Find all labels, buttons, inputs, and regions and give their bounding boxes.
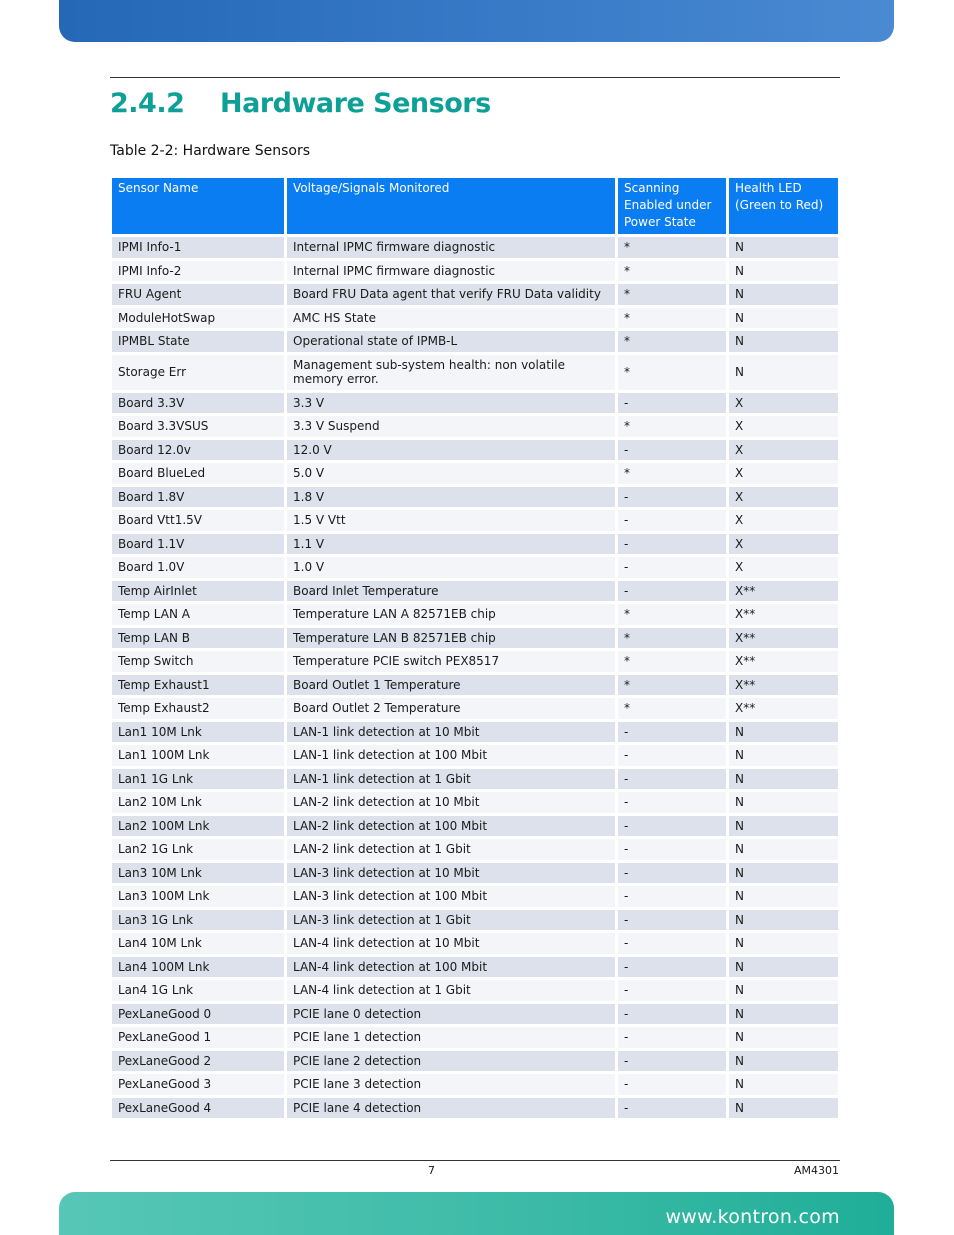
table-header-row: [112, 178, 838, 234]
scanning-cell: *: [618, 675, 726, 696]
footer-divider: [110, 1160, 840, 1161]
signal-cell: 1.0 V: [287, 557, 615, 578]
table-caption: Table 2-2: Hardware Sensors: [110, 143, 311, 159]
sensor-name-cell: Temp AirInlet: [112, 581, 284, 602]
sensor-name-cell: Temp LAN B: [112, 628, 284, 649]
sensor-name-cell: Temp Exhaust1: [112, 675, 284, 696]
signal-cell: LAN-4 link detection at 10 Mbit: [287, 933, 615, 954]
table-row: [112, 284, 838, 305]
sensor-name-cell: ModuleHotSwap: [112, 308, 284, 329]
health-led-cell: N: [729, 792, 838, 813]
scanning-cell: *: [618, 308, 726, 329]
signal-cell: LAN-1 link detection at 100 Mbit: [287, 745, 615, 766]
sensor-name-cell: Lan4 100M Lnk: [112, 957, 284, 978]
sensor-name-cell: FRU Agent: [112, 284, 284, 305]
scanning-cell: -: [618, 1004, 726, 1025]
signal-cell: LAN-2 link detection at 100 Mbit: [287, 816, 615, 837]
scanning-cell: *: [618, 284, 726, 305]
sensor-name-cell: Lan3 10M Lnk: [112, 863, 284, 884]
document-id: AM4301: [793, 1164, 839, 1177]
scanning-cell: -: [618, 933, 726, 954]
health-led-cell: X: [729, 534, 838, 555]
health-led-cell: N: [729, 839, 838, 860]
health-led-cell: X**: [729, 604, 838, 625]
signal-cell: LAN-2 link detection at 1 Gbit: [287, 839, 615, 860]
table-row: [112, 463, 838, 484]
table-row: [112, 581, 838, 602]
page-number: 7: [428, 1164, 435, 1177]
scanning-cell: -: [618, 1098, 726, 1119]
sensor-name-cell: PexLaneGood 4: [112, 1098, 284, 1119]
scanning-cell: -: [618, 886, 726, 907]
health-led-cell: N: [729, 1027, 838, 1048]
health-led-cell: X: [729, 463, 838, 484]
sensor-name-cell: Lan4 10M Lnk: [112, 933, 284, 954]
scanning-cell: *: [618, 604, 726, 625]
table-row: [112, 487, 838, 508]
sensor-name-cell: Lan1 10M Lnk: [112, 722, 284, 743]
scanning-cell: *: [618, 698, 726, 719]
scanning-cell: -: [618, 910, 726, 931]
scanning-cell: *: [618, 416, 726, 437]
table-row: [112, 331, 838, 352]
sensor-name-cell: Lan2 10M Lnk: [112, 792, 284, 813]
health-led-cell: N: [729, 886, 838, 907]
signal-cell: 3.3 V Suspend: [287, 416, 615, 437]
sensor-name-cell: Temp Exhaust2: [112, 698, 284, 719]
sensor-name-cell: Board Vtt1.5V: [112, 510, 284, 531]
header-band: [59, 0, 894, 42]
scanning-cell: -: [618, 722, 726, 743]
signal-cell: PCIE lane 4 detection: [287, 1098, 615, 1119]
table-row: [112, 237, 838, 258]
signal-cell: Management sub-system health: non volatile memory error.: [287, 355, 615, 390]
health-led-cell: X: [729, 393, 838, 414]
sensor-name-cell: Lan3 1G Lnk: [112, 910, 284, 931]
sensor-name-cell: Lan4 1G Lnk: [112, 980, 284, 1001]
table-row: [112, 604, 838, 625]
signal-cell: Board Outlet 1 Temperature: [287, 675, 615, 696]
table-row: [112, 698, 838, 719]
health-led-cell: N: [729, 910, 838, 931]
health-led-cell: N: [729, 1074, 838, 1095]
health-led-cell: N: [729, 1004, 838, 1025]
scanning-cell: *: [618, 651, 726, 672]
signal-cell: AMC HS State: [287, 308, 615, 329]
signal-cell: 5.0 V: [287, 463, 615, 484]
scanning-cell: *: [618, 237, 726, 258]
table-row: [112, 1004, 838, 1025]
scanning-cell: *: [618, 463, 726, 484]
health-led-cell: X**: [729, 675, 838, 696]
column-header: Sensor Name: [112, 178, 284, 234]
sensor-name-cell: Storage Err: [112, 355, 284, 390]
health-led-cell: N: [729, 261, 838, 282]
signal-cell: LAN-1 link detection at 10 Mbit: [287, 722, 615, 743]
signal-cell: LAN-4 link detection at 100 Mbit: [287, 957, 615, 978]
health-led-cell: N: [729, 933, 838, 954]
column-header: Scanning Enabled under Power State: [618, 178, 726, 234]
table-row: [112, 863, 838, 884]
health-led-cell: N: [729, 331, 838, 352]
table-row: [112, 910, 838, 931]
scanning-cell: -: [618, 1051, 726, 1072]
scanning-cell: -: [618, 957, 726, 978]
scanning-cell: -: [618, 534, 726, 555]
sensor-name-cell: Board 3.3V: [112, 393, 284, 414]
signal-cell: 12.0 V: [287, 440, 615, 461]
website-link[interactable]: www.kontron.com: [665, 1206, 840, 1228]
signal-cell: PCIE lane 1 detection: [287, 1027, 615, 1048]
table-row: [112, 440, 838, 461]
scanning-cell: *: [618, 355, 726, 390]
footer-band: [59, 1192, 894, 1235]
table-row: [112, 628, 838, 649]
health-led-cell: N: [729, 769, 838, 790]
scanning-cell: *: [618, 261, 726, 282]
health-led-cell: X**: [729, 581, 838, 602]
signal-cell: PCIE lane 0 detection: [287, 1004, 615, 1025]
table-row: [112, 745, 838, 766]
table-row: [112, 933, 838, 954]
sensor-name-cell: PexLaneGood 0: [112, 1004, 284, 1025]
scanning-cell: *: [618, 628, 726, 649]
table-row: [112, 557, 838, 578]
hardware-sensors-table: [109, 175, 841, 1121]
sensor-name-cell: Lan1 1G Lnk: [112, 769, 284, 790]
scanning-cell: -: [618, 510, 726, 531]
health-led-cell: X: [729, 510, 838, 531]
table-row: [112, 839, 838, 860]
scanning-cell: -: [618, 839, 726, 860]
scanning-cell: -: [618, 863, 726, 884]
scanning-cell: -: [618, 745, 726, 766]
health-led-cell: N: [729, 308, 838, 329]
scanning-cell: -: [618, 581, 726, 602]
health-led-cell: N: [729, 722, 838, 743]
signal-cell: Internal IPMC firmware diagnostic: [287, 261, 615, 282]
signal-cell: 3.3 V: [287, 393, 615, 414]
signal-cell: Temperature LAN A 82571EB chip: [287, 604, 615, 625]
health-led-cell: N: [729, 1051, 838, 1072]
scanning-cell: -: [618, 557, 726, 578]
signal-cell: LAN-3 link detection at 10 Mbit: [287, 863, 615, 884]
signal-cell: 1.1 V: [287, 534, 615, 555]
health-led-cell: N: [729, 863, 838, 884]
signal-cell: Board FRU Data agent that verify FRU Data validity: [287, 284, 615, 305]
sensor-name-cell: Board 1.0V: [112, 557, 284, 578]
column-header: Voltage/Signals Monitored: [287, 178, 615, 234]
table-row: [112, 1027, 838, 1048]
health-led-cell: N: [729, 816, 838, 837]
table-row: [112, 534, 838, 555]
health-led-cell: N: [729, 1098, 838, 1119]
table-row: [112, 675, 838, 696]
table-body: [112, 237, 838, 1118]
scanning-cell: -: [618, 1074, 726, 1095]
health-led-cell: X: [729, 416, 838, 437]
sensor-name-cell: Board 12.0v: [112, 440, 284, 461]
signal-cell: LAN-4 link detection at 1 Gbit: [287, 980, 615, 1001]
signal-cell: PCIE lane 2 detection: [287, 1051, 615, 1072]
scanning-cell: *: [618, 331, 726, 352]
scanning-cell: -: [618, 487, 726, 508]
sensor-name-cell: IPMBL State: [112, 331, 284, 352]
table-row: [112, 261, 838, 282]
table-row: [112, 1098, 838, 1119]
health-led-cell: X**: [729, 628, 838, 649]
signal-cell: LAN-3 link detection at 100 Mbit: [287, 886, 615, 907]
table-row: [112, 393, 838, 414]
header-divider: [110, 77, 840, 78]
signal-cell: Operational state of IPMB-L: [287, 331, 615, 352]
signal-cell: Board Inlet Temperature: [287, 581, 615, 602]
sensor-name-cell: Board 1.1V: [112, 534, 284, 555]
sensor-name-cell: Lan1 100M Lnk: [112, 745, 284, 766]
table-row: [112, 886, 838, 907]
table-row: [112, 1074, 838, 1095]
health-led-cell: X: [729, 557, 838, 578]
table-row: [112, 816, 838, 837]
sensor-name-cell: IPMI Info-1: [112, 237, 284, 258]
page-title: [110, 88, 491, 119]
signal-cell: LAN-2 link detection at 10 Mbit: [287, 792, 615, 813]
table-row: [112, 416, 838, 437]
signal-cell: Board Outlet 2 Temperature: [287, 698, 615, 719]
signal-cell: 1.5 V Vtt: [287, 510, 615, 531]
sensor-name-cell: Board 1.8V: [112, 487, 284, 508]
table-row: [112, 651, 838, 672]
health-led-cell: X**: [729, 698, 838, 719]
health-led-cell: X: [729, 487, 838, 508]
section-number: 2.4.2: [110, 88, 185, 119]
scanning-cell: -: [618, 816, 726, 837]
sensor-name-cell: PexLaneGood 2: [112, 1051, 284, 1072]
health-led-cell: N: [729, 355, 838, 390]
signal-cell: 1.8 V: [287, 487, 615, 508]
table-row: [112, 792, 838, 813]
health-led-cell: X: [729, 440, 838, 461]
health-led-cell: N: [729, 980, 838, 1001]
sensor-name-cell: PexLaneGood 1: [112, 1027, 284, 1048]
health-led-cell: N: [729, 284, 838, 305]
signal-cell: LAN-3 link detection at 1 Gbit: [287, 910, 615, 931]
scanning-cell: -: [618, 440, 726, 461]
sensor-name-cell: Board 3.3VSUS: [112, 416, 284, 437]
table-row: [112, 722, 838, 743]
table-row: [112, 957, 838, 978]
scanning-cell: -: [618, 792, 726, 813]
scanning-cell: -: [618, 980, 726, 1001]
scanning-cell: -: [618, 1027, 726, 1048]
sensor-name-cell: PexLaneGood 3: [112, 1074, 284, 1095]
table-row: [112, 769, 838, 790]
health-led-cell: X**: [729, 651, 838, 672]
sensor-name-cell: Lan3 100M Lnk: [112, 886, 284, 907]
sensor-name-cell: Board BlueLed: [112, 463, 284, 484]
signal-cell: LAN-1 link detection at 1 Gbit: [287, 769, 615, 790]
health-led-cell: N: [729, 745, 838, 766]
health-led-cell: N: [729, 237, 838, 258]
signal-cell: Temperature PCIE switch PEX8517: [287, 651, 615, 672]
health-led-cell: N: [729, 957, 838, 978]
sensor-name-cell: Lan2 100M Lnk: [112, 816, 284, 837]
sensor-name-cell: IPMI Info-2: [112, 261, 284, 282]
table-row: [112, 510, 838, 531]
sensor-name-cell: Temp Switch: [112, 651, 284, 672]
sensor-name-cell: Lan2 1G Lnk: [112, 839, 284, 860]
signal-cell: Temperature LAN B 82571EB chip: [287, 628, 615, 649]
section-title: Hardware Sensors: [220, 88, 491, 119]
scanning-cell: -: [618, 393, 726, 414]
scanning-cell: -: [618, 769, 726, 790]
table-row: [112, 1051, 838, 1072]
table-row: [112, 355, 838, 390]
column-header: Health LED (Green to Red): [729, 178, 838, 234]
signal-cell: PCIE lane 3 detection: [287, 1074, 615, 1095]
table-row: [112, 980, 838, 1001]
table-row: [112, 308, 838, 329]
signal-cell: Internal IPMC firmware diagnostic: [287, 237, 615, 258]
sensor-name-cell: Temp LAN A: [112, 604, 284, 625]
